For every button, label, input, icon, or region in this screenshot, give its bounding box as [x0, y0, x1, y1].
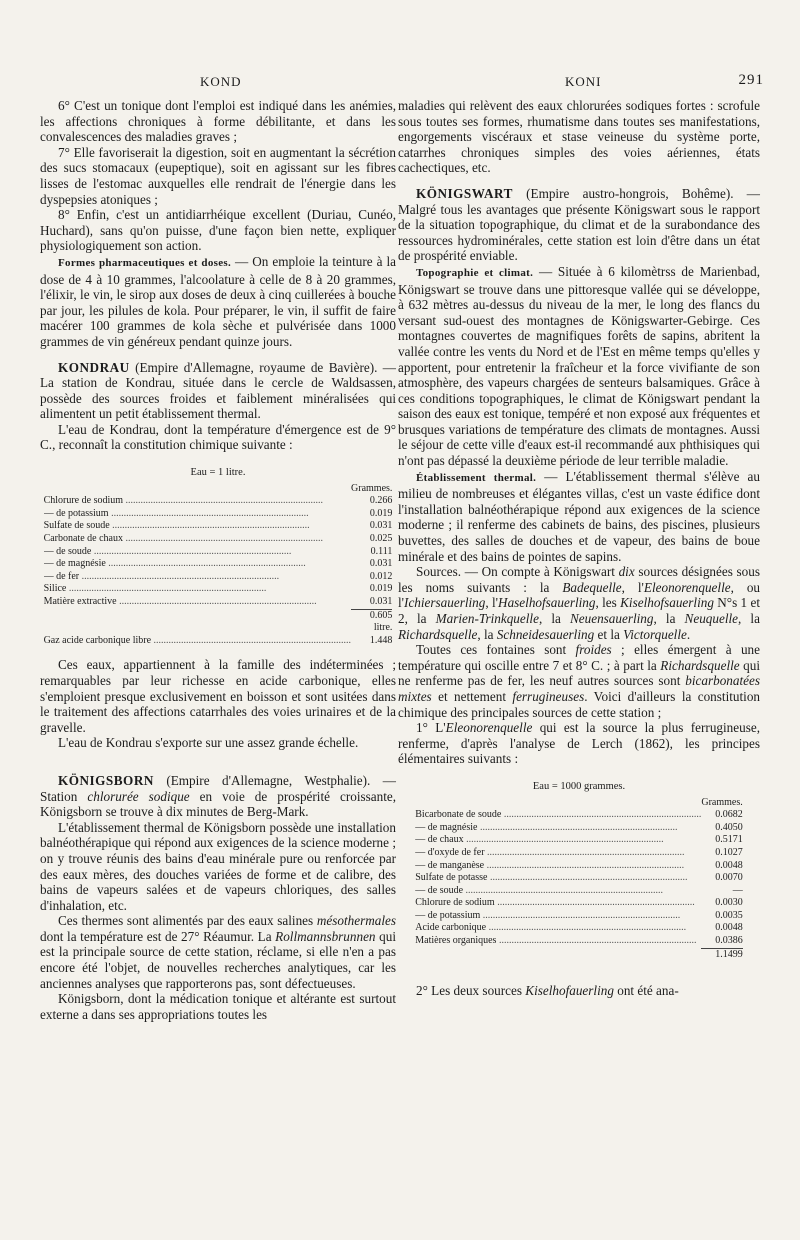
eleonorenquelle-analysis-table	[415, 797, 742, 962]
table-row: Carbonate de chaux ..... 0.025	[44, 533, 393, 546]
konigswart-heading: KÖNIGSWART	[416, 185, 513, 201]
konigsborn-p4: Königsborn, dont la médication tonique et altérante est surtout externe a dans ses appropriations toutes les	[40, 991, 396, 1022]
table-row: Sulfate de potasse ..... 0.0070	[415, 872, 742, 885]
closing-paragraph: 2° Les deux sources Kiselhofauerling ont été ana-	[416, 983, 679, 999]
formes-text: — On emploie la teinture à la dose de 4 à 10 grammes, l'alcoolature à celle de 8 à 20 grammes, l'élixir, le vin, le sirop aux doses de deux à cinq cuillerées à bouche par jour, les pilules de kola. Pour préparer, le vin, il suffit de faire macérer 100 grammes de kola sèche et pulvérisée dans 1000 grammes de vin généreux pendant quinze jours.	[40, 253, 396, 349]
table-total-row: 0.605	[44, 609, 393, 622]
left-column	[40, 98, 396, 1022]
table-row: — de potassium ..... 0.019	[44, 508, 393, 521]
table-row: — de magnésie ..... 0.031	[44, 558, 393, 571]
konigsborn-entry: KÖNIGSBORN (Empire d'Allemagne, Westphalie). — Station chlorurée sodique en voie de prospérité croissante, Königsborn se trouve à dix minutes de Berg-Mark.	[40, 772, 397, 820]
table-row: — de magnésie ..... 0.4050	[415, 822, 742, 835]
right-column	[398, 98, 760, 999]
fontaines-paragraph: Toutes ces fontaines sont froides ; elles émergent à une température qui oscille entre 7 et 8° C. ; à part la Richardsquelle qui ne renferme pas de fer, les neuf autres sources sont bicarbonatées mixtes et nettement ferrugineuses. Voici d'ailleurs la constitution chimique des principales sources de cette station ;	[398, 642, 761, 720]
table2-unit: Grammes.	[701, 796, 743, 808]
table-row: Matière extractive ..... 0.031	[44, 596, 393, 609]
eleonoren-paragraph: 1° L'Eleonorenquelle qui est la source la plus ferrugineuse, renferme, d'après l'analyse de Lerch (1862), les principes élémentaires suivants :	[398, 720, 760, 767]
table-row: — de soude ..... —	[415, 885, 742, 898]
item-7: 7° Elle favoriserait la digestion, soit en augmentant la sécrétion des sucs stomacaux (eupeptique), soit en agissant sur les fibres lisses de l'estomac auxquelles elle rendrait de l'énergie dans les dyspepsies atoniques ;	[40, 144, 396, 207]
table-row: — d'oxyde de fer ..... 0.1027	[415, 847, 742, 860]
formes-paragraph	[40, 254, 396, 350]
kondrau-entry	[40, 360, 396, 422]
table-row: — de fer ..... 0.012	[44, 571, 393, 584]
table-row: — de chaux ..... 0.5171	[415, 834, 742, 847]
table-row: Gaz acide carbonique libre ..... 1.448	[44, 635, 393, 648]
konigswart-entry: KÖNIGSWART (Empire austro-hongrois, Bohême). — Malgré tous les avantages que présente Königswart sous le rapport de la situation topographique, du climat et de la surabondance des ressources hydrominérales, cette station est loin d'être dans un état de prospérité enviable.	[398, 185, 760, 264]
table-row: Acide carbonique ..... 0.0048	[415, 922, 742, 935]
table-row: Bicarbonate de soude ..... 0.0682	[415, 809, 742, 822]
kondrau-analysis-table	[44, 483, 393, 648]
item-6: 6° C'est un tonique dont l'emploi est indiqué dans les anémies, les affections chroniques à forme débilitante, et dans les convalescences des maladies graves ;	[40, 98, 396, 145]
topography-paragraph: Topographie et climat. — Située à 6 kilomètrss de Marienbad, Königswart se trouve dans une pittoresque vallée qui se développe, à 632 mètres au-dessus du niveau de la mer, le long des flancs du versant sud-ouest des montagnes de Königswarter-Gebirge. Ces montagnes couvertes de magnifiques forêts de sapins, abritent la vallée contre les vents du Nord et de l'Est en même temps qu'elles y apportent, pour entretenir la fraîcheur et la force vivifiante de son atmosphère, des vapeurs chargées de senteurs balsamiques. Grâce à ces conditions topographiques, le climat de Königswart pendant la saison des eaux est tonique, tempéré et non exposé aux fréquentes et brusques variations de température des climats de montagnes. Aussi le séjour de cette ville d'eaux est-il recommandé aux phthisiques qui n'ont pas dépassé la deuxième période de leur terrible maladie.	[398, 263, 760, 469]
konigsborn-heading: KÖNIGSBORN	[58, 772, 154, 788]
item-8: 8° Enfin, c'est un antidiarrhéique excellent (Duriau, Cunéo, Huchard), sans qu'on puisse, d'une façon bien nette, expliquer physiologiquement son action.	[40, 207, 396, 254]
table-row: Chlorure de sodium ..... 0.0030	[415, 897, 742, 910]
kondrau-heading: KONDRAU	[58, 359, 130, 375]
running-head-left: KOND	[200, 74, 242, 89]
continued-paragraph: maladies qui relèvent des eaux chlorurées sodiques fortes : scrofule sous toutes ses formes, rhumatisme dans toutes ses manifestations, engorgements viscéraux et stase veineuse du système porte, catarrhes chroniques simples des voies aériennes, états cachectiques, etc.	[398, 98, 760, 176]
page-number: 291	[738, 72, 764, 88]
konigsborn-p2: L'établissement thermal de Königsborn possède une installation balnéothérapique qui répond aux exigences de la science moderne ; on y trouve réunis des bains d'eau minérale pure ou renforcée par des eaux mères, des douches variées de forme et de calibre, des bains de vapeurs salées et de vapeurs chloriques, des salles d'inhalation, etc.	[40, 819, 396, 913]
table2-caption: Eau = 1000 grammes.	[532, 780, 626, 792]
table-total-row: 1.1499	[415, 948, 742, 961]
table1-unit-litre: litre.	[373, 622, 393, 634]
kondrau-after-1: Ces eaux, appartiennent à la famille des indéterminées ; remarquables par leur richesse en acide carbonique, elles s'emploient presque exclusivement en boisson et sont usitées dans le traitement des affections catarrhales des voies urinaires et de la gravelle.	[40, 657, 396, 735]
table-row: — de potassium ..... 0.0035	[415, 910, 742, 923]
table-row: — de soude ..... 0.111	[44, 546, 393, 559]
table-row: Chlorure de sodium ..... 0.266	[44, 495, 393, 508]
table-row: Sulfate de soude ..... 0.031	[44, 520, 393, 533]
topography-heading: Topographie et climat.	[416, 266, 534, 279]
table1-caption: Eau = 1 litre.	[190, 467, 246, 479]
kondrau-text: (Empire d'Allemagne, royaume de Bavière). — La station de Kondrau, située dans le cercle de Waldsassen, possède des sources froides et faiblement minéralisées qui alimentent un petit établissement thermal.	[40, 359, 396, 422]
etablissement-paragraph: Établissement thermal. — L'établissement thermal s'élève au milieu de nombreuses et élégantes villas, c'est un vaste édifice dont l'installation balnéothérapique répond aux exigences de la science moderne ; il renferme des cabinets de bains, des piscines, plusieurs buvettes, des salles de douches et de vapeur, des bains de boue minérale et des bains de pointes de sapins.	[398, 468, 760, 564]
etablissement-heading: Établissement thermal.	[416, 471, 537, 484]
formes-heading: Formes pharmaceutiques et doses.	[58, 256, 232, 269]
table-row: — de manganèse ..... 0.0048	[415, 860, 742, 873]
konigsborn-p3: Ces thermes sont alimentés par des eaux salines mésothermales dont la température est de 27° Réaumur. La Rollmannsbrunnen qui est la principale source de cette station, réclame, si elle n'en a pas encore été l'objet, de nouvelles recherches analytiques, car les anciennes analyses que rapporterons pas, sont défectueuses.	[40, 913, 396, 991]
sources-paragraph: Sources. — On compte à Königswart dix sources désignées sous les noms suivants : la Badequelle, l'Eleonorenquelle, ou l'Ichiersauerling, l'Haselhofsauerling, les Kiselhofsauerling N°s 1 et 2, la Marien-Trinkquelle, la Neuensauerling, la Neuquelle, la Richardsquelle, la Schneidesauerling et la Victorquelle.	[398, 564, 761, 642]
kondrau-text-2: L'eau de Kondrau, dont la température d'émergence est de 9° C., reconnaît la constitution chimique suivante :	[40, 421, 396, 453]
running-head-right: KONI	[565, 74, 602, 89]
table-row: Matières organiques ..... 0.0386	[415, 935, 742, 948]
table-row: Silice ..... 0.019	[44, 583, 393, 596]
kondrau-after-2: L'eau de Kondrau s'exporte sur une assez grande échelle.	[58, 735, 359, 751]
table1-unit: Grammes.	[351, 482, 393, 494]
